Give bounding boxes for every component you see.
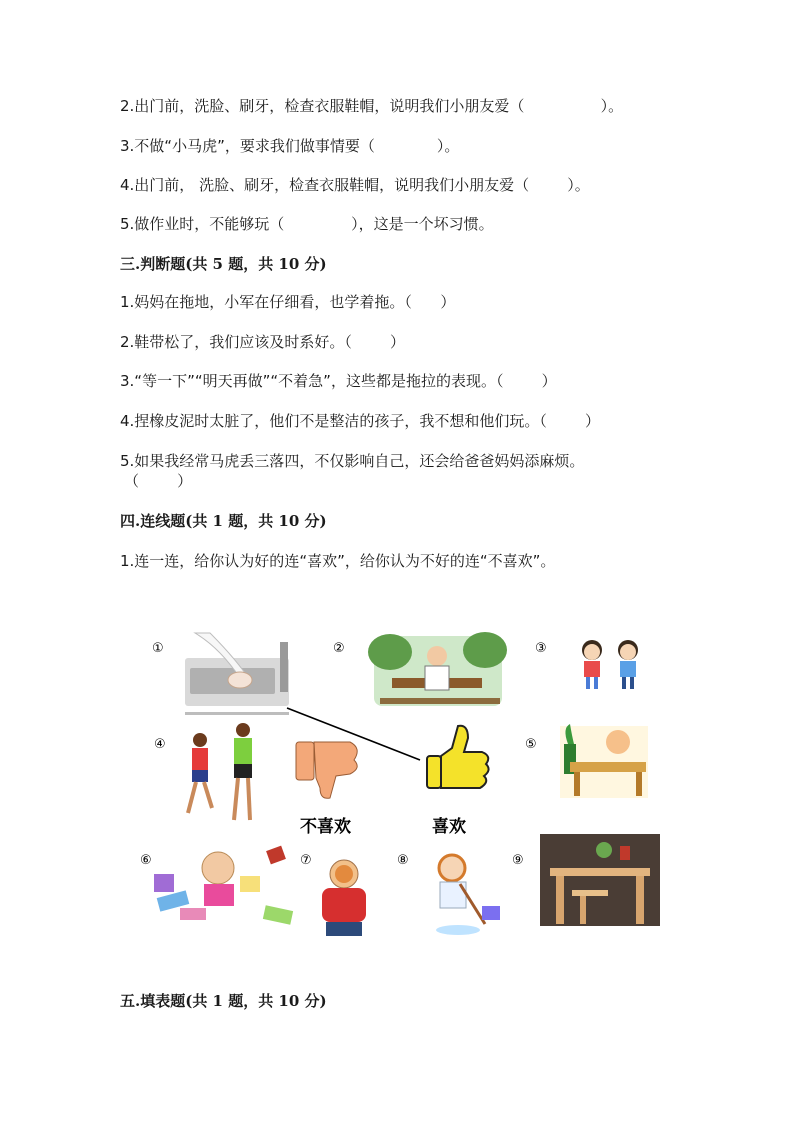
q3-item-2: 2.鞋带松了，我们应该及时系好。（ ）	[120, 333, 405, 351]
marker-5: ⑤	[525, 737, 537, 752]
q3-item-1: 1.妈妈在拖地，小军在仔细看，也学着拖。（ ）	[120, 293, 456, 311]
section-5-heading: 五.填表题(共 1 题，共 10 分)	[120, 992, 327, 1010]
park-bench-picture	[368, 632, 507, 706]
marker-9: ⑨	[512, 853, 524, 868]
q4-item-1: 1.连一连，给你认为好的连“喜欢”，给你认为不好的连“不喜欢”。	[120, 552, 556, 570]
q3-item-5-blank: （ ）	[124, 472, 193, 490]
two-kids-picture	[582, 640, 638, 689]
girl-mopping-picture	[436, 855, 500, 935]
q3-item-3: 3.“等一下”“明天再做”“不着急”，这些都是拖拉的表现。（ ）	[120, 372, 557, 390]
marker-3: ③	[535, 641, 547, 656]
marker-6: ⑥	[140, 853, 152, 868]
matching-figure	[140, 628, 670, 948]
desk-child-picture	[560, 724, 648, 798]
q2-item-3: 3.不做“小马虎”，要求我们做事情要（ ）。	[120, 137, 460, 155]
runners-picture	[188, 723, 252, 820]
marker-4: ④	[154, 737, 166, 752]
q3-item-5: 5.如果我经常马虎丢三落四，不仅影响自己，还会给爸爸妈妈添麻烦。	[120, 452, 585, 470]
handwashing-picture	[185, 633, 289, 715]
dislike-label: 不喜欢	[300, 817, 351, 837]
marker-2: ②	[333, 641, 345, 656]
q2-item-4: 4.出门前， 洗脸、刷牙，检查衣服鞋帽，说明我们小朋友爱（ ）。	[120, 176, 590, 194]
thumbs-down-icon	[296, 742, 357, 798]
thumbs-up-icon	[427, 726, 489, 788]
q2-item-5: 5.做作业时，不能够玩（ ），这是一个坏习惯。	[120, 215, 494, 233]
messy-room-picture	[154, 846, 293, 925]
section-3-heading: 三.判断题(共 5 题，共 10 分)	[120, 255, 327, 273]
section-4-heading: 四.连线题(共 1 题，共 10 分)	[120, 512, 327, 530]
marker-7: ⑦	[300, 853, 312, 868]
q3-item-4: 4.捏橡皮泥时太脏了，他们不是整洁的孩子，我不想和他们玩。（ ）	[120, 412, 600, 430]
marker-8: ⑧	[397, 853, 409, 868]
q2-item-2: 2.出门前，洗脸、刷牙，检查衣服鞋帽，说明我们小朋友爱（ ）。	[120, 97, 624, 115]
wooden-desk-picture	[540, 834, 660, 926]
marker-1: ①	[152, 641, 164, 656]
like-label: 喜欢	[432, 817, 466, 837]
boy-eating-picture	[322, 860, 366, 936]
